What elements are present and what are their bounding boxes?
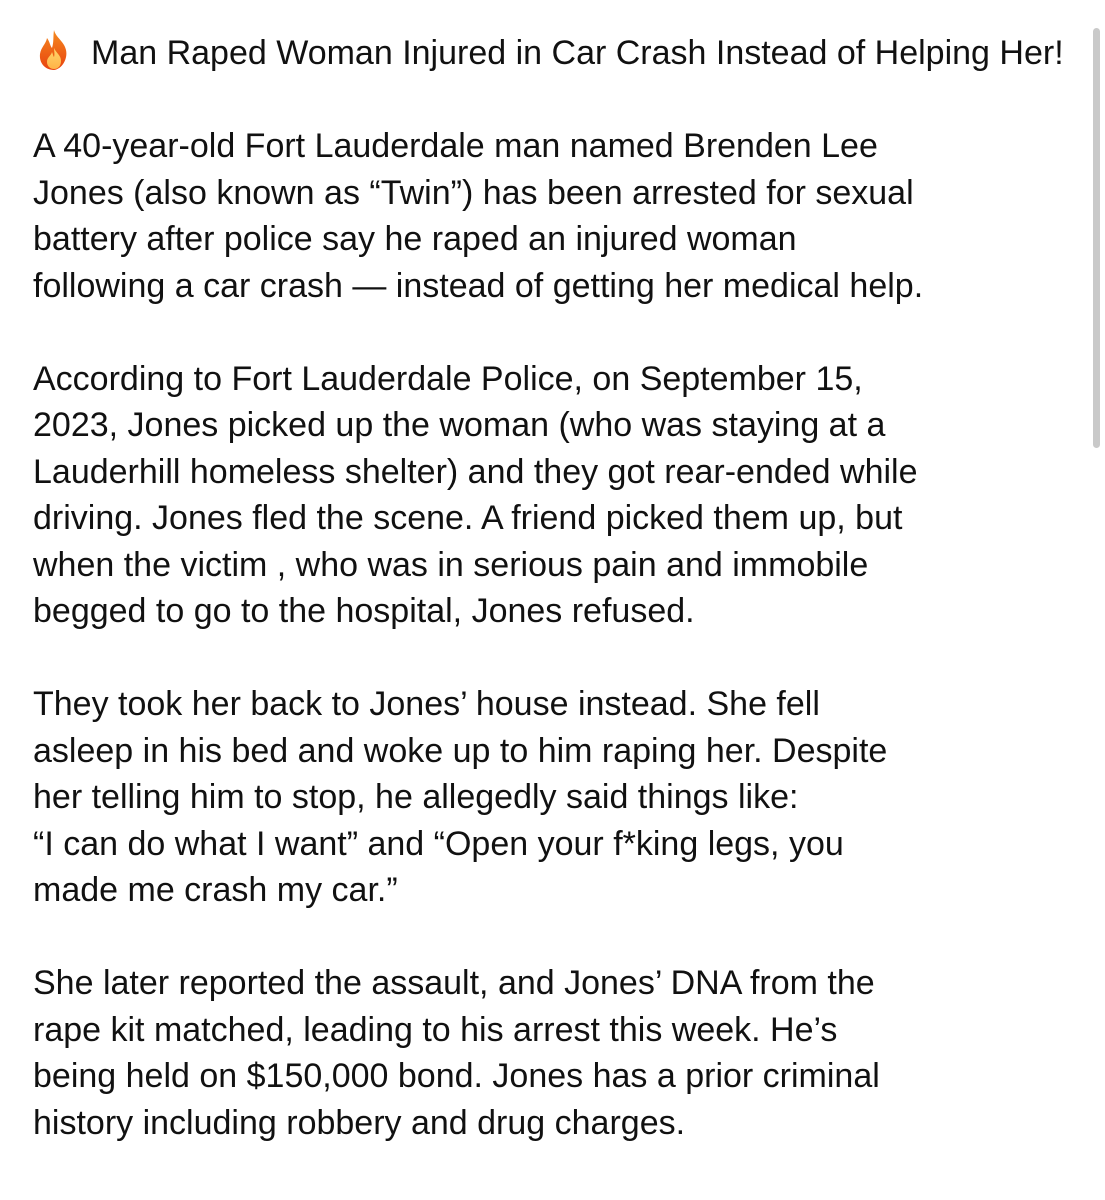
fire-icon bbox=[35, 28, 73, 72]
paragraph-1: A 40-year-old Fort Lauderdale man named Brenden Lee Jones (also known as “Twin”) has been arrested for sexual battery after police say he raped an injured woman following a car crash — instead of getting her medical help. bbox=[33, 127, 924, 305]
scrollbar-thumb[interactable] bbox=[1093, 28, 1100, 448]
scrollbar[interactable] bbox=[1087, 0, 1105, 1200]
paragraph-3: They took her back to Jones’ house instead. She fell asleep in his bed and woke up to him raping her. Despite her telling him to stop, he allegedly said things like: “I can do what I want” and “Open your f*king legs, you made me crash my car.” bbox=[33, 685, 888, 909]
post-body bbox=[33, 28, 1078, 1193]
post-title bbox=[33, 28, 1078, 77]
post-title-text: Man Raped Woman Injured in Car Crash Instead of Helping Her! bbox=[91, 34, 1064, 72]
paragraph-4: She later reported the assault, and Jones’ DNA from the rape kit matched, leading to his arrest this week. He’s being held on $150,000 bond. Jones has a prior criminal history including robbery and drug charges. bbox=[33, 964, 880, 1142]
paragraph-2: According to Fort Lauderdale Police, on September 15, 2023, Jones picked up the woman (who was staying at a Lauderhill homeless shelter) and they got rear-ended while driving. Jones fled the scene. A friend picked them up, but when the victim , who was in serious pain and immobile begged to go to the hospital, Jones refused. bbox=[33, 359, 918, 630]
